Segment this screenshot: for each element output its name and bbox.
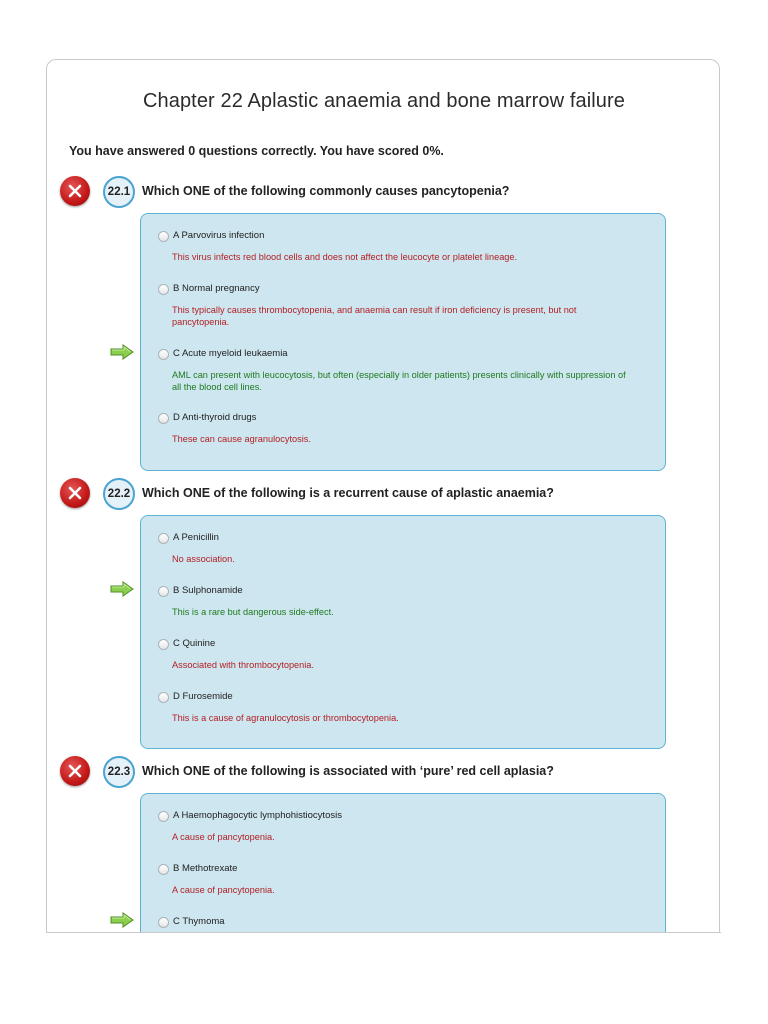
option-label: B Sulphonamide (173, 585, 243, 596)
right-arrow-icon (110, 344, 134, 360)
question-number-badge: 22.3 (103, 756, 135, 788)
option-feedback: A cause of pancytopenia. (172, 885, 275, 895)
option-label: D Anti-thyroid drugs (173, 412, 257, 423)
option-label: A Parvovirus infection (173, 230, 265, 241)
answer-options-box (140, 515, 666, 749)
question-text: Which ONE of the following is a recurrent cause of aplastic anaemia? (142, 486, 554, 500)
option-feedback: This typically causes thrombocytopenia, and anaemia can result if iron deficiency is present, but not pancytopenia. (172, 305, 577, 327)
option-radio[interactable] (158, 586, 169, 597)
option-feedback: Associated with thrombocytopenia. (172, 660, 314, 670)
option-feedback: A cause of pancytopenia. (172, 832, 275, 842)
card-bottom-border (46, 932, 721, 933)
answer-options-box (140, 793, 666, 933)
option-label: C Thymoma (173, 916, 225, 927)
question-header (47, 476, 720, 510)
option-feedback: This is a cause of agranulocytosis or thrombocytopenia. (172, 713, 399, 723)
option-radio[interactable] (158, 533, 169, 544)
right-arrow-icon (110, 912, 134, 928)
option-label: C Acute myeloid leukaemia (173, 348, 288, 359)
option-radio[interactable] (158, 811, 169, 822)
x-circle-icon (60, 176, 90, 206)
x-circle-icon (60, 756, 90, 786)
question-number-badge: 22.1 (103, 176, 135, 208)
option-feedback: These can cause agranulocytosis. (172, 434, 311, 444)
option-feedback: This is a rare but dangerous side-effect. (172, 607, 334, 617)
option-feedback: This virus infects red blood cells and does not affect the leucocyte or platelet lineage. (172, 252, 518, 262)
option-radio[interactable] (158, 692, 169, 703)
question-header (47, 174, 720, 208)
question-text: Which ONE of the following is associated with ‘pure’ red cell aplasia? (142, 764, 554, 778)
quiz-results-card (46, 59, 720, 933)
option-label: B Methotrexate (173, 863, 238, 874)
score-summary: You have answered 0 questions correctly. You have scored 0%. (69, 144, 444, 158)
question-number-badge: 22.2 (103, 478, 135, 510)
option-feedback: No association. (172, 554, 235, 564)
option-label: D Furosemide (173, 691, 233, 702)
option-radio[interactable] (158, 639, 169, 650)
option-radio[interactable] (158, 284, 169, 295)
x-circle-icon (60, 478, 90, 508)
right-arrow-icon (110, 581, 134, 597)
option-radio[interactable] (158, 864, 169, 875)
option-feedback: AML can present with leucocytosis, but often (especially in older patients) presents clinically with suppression of all the blood cell lines. (172, 370, 626, 392)
option-radio[interactable] (158, 917, 169, 928)
option-label: A Haemophagocytic lymphohistiocytosis (173, 810, 342, 821)
question-text: Which ONE of the following commonly causes pancytopenia? (142, 184, 510, 198)
page-title: Chapter 22 Aplastic anaemia and bone marrow failure (142, 90, 626, 112)
answer-options-box (140, 213, 666, 471)
option-radio[interactable] (158, 349, 169, 360)
question-header (47, 754, 720, 788)
option-radio[interactable] (158, 231, 169, 242)
option-radio[interactable] (158, 413, 169, 424)
option-label: A Penicillin (173, 532, 219, 543)
option-label: B Normal pregnancy (173, 283, 260, 294)
option-label: C Quinine (173, 638, 216, 649)
